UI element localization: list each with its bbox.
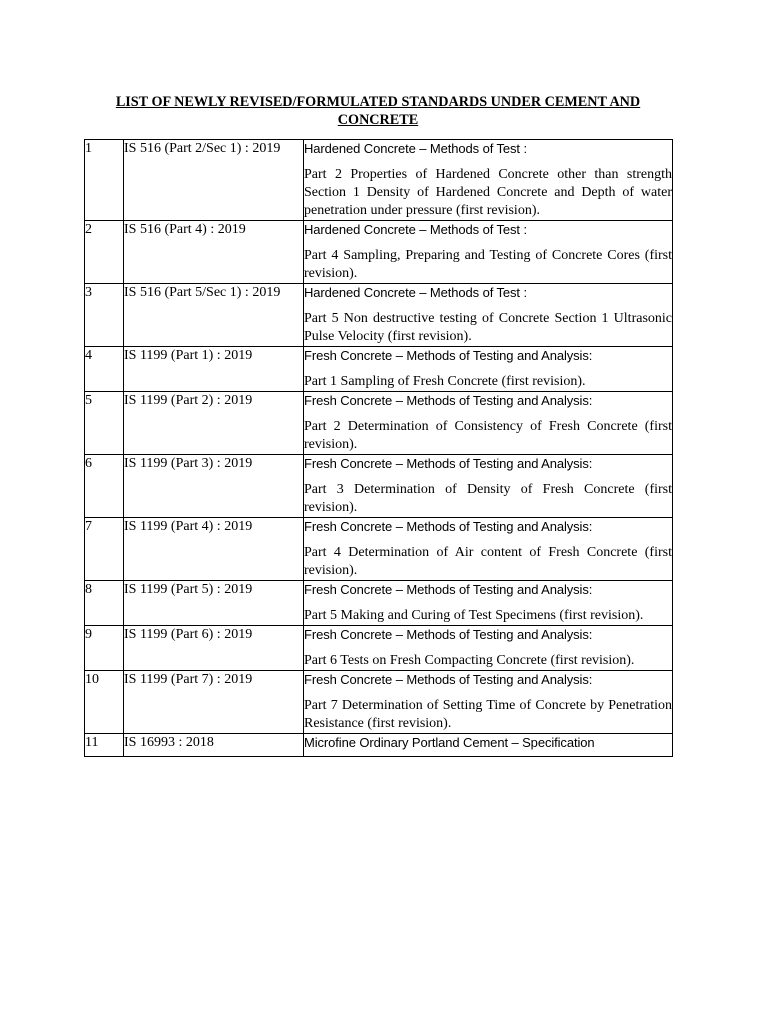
standard-number: IS 1199 (Part 2) : 2019 bbox=[124, 392, 304, 455]
standard-title bbox=[304, 734, 673, 757]
standard-part: Part 1 Sampling of Fresh Concrete (first revision). bbox=[304, 374, 586, 389]
standard-part: Part 4 Sampling, Preparing and Testing of Concrete Cores (first revision). bbox=[304, 248, 672, 281]
standard-number: IS 516 (Part 4) : 2019 bbox=[124, 221, 304, 284]
standard-title bbox=[304, 284, 673, 347]
standard-title bbox=[304, 581, 673, 626]
table-row bbox=[85, 518, 673, 581]
table-row bbox=[85, 734, 673, 757]
standard-part: Part 5 Non destructive testing of Concrete Section 1 Ultrasonic Pulse Velocity (first revision). bbox=[304, 311, 672, 344]
table-row bbox=[85, 671, 673, 734]
serial-number: 3 bbox=[85, 284, 124, 347]
serial-number: 8 bbox=[85, 581, 124, 626]
standard-title bbox=[304, 347, 673, 392]
table-row bbox=[85, 581, 673, 626]
standard-heading: Fresh Concrete – Methods of Testing and Analysis: bbox=[304, 627, 593, 642]
standard-part: Part 6 Tests on Fresh Compacting Concrete (first revision). bbox=[304, 653, 635, 668]
serial-number: 9 bbox=[85, 626, 124, 671]
serial-number: 6 bbox=[85, 455, 124, 518]
standard-part: Part 3 Determination of Density of Fresh Concrete (first revision). bbox=[304, 482, 672, 515]
standard-part: Part 7 Determination of Setting Time of Concrete by Penetration Resistance (first revision). bbox=[304, 698, 672, 731]
table-row bbox=[85, 140, 673, 221]
serial-number: 10 bbox=[85, 671, 124, 734]
standard-title bbox=[304, 221, 673, 284]
table-row bbox=[85, 347, 673, 392]
standard-heading: Hardened Concrete – Methods of Test : bbox=[304, 222, 527, 237]
table-row bbox=[85, 221, 673, 284]
standards-table bbox=[84, 139, 673, 757]
serial-number: 2 bbox=[85, 221, 124, 284]
document-title: LIST OF NEWLY REVISED/FORMULATED STANDARDS UNDER CEMENT AND CONCRETE bbox=[115, 94, 641, 128]
standard-heading: Fresh Concrete – Methods of Testing and Analysis: bbox=[304, 456, 593, 471]
serial-number: 1 bbox=[85, 140, 124, 221]
standard-number: IS 1199 (Part 5) : 2019 bbox=[124, 581, 304, 626]
standard-title bbox=[304, 671, 673, 734]
standard-heading: Fresh Concrete – Methods of Testing and Analysis: bbox=[304, 393, 593, 408]
standard-number: IS 1199 (Part 3) : 2019 bbox=[124, 455, 304, 518]
serial-number: 5 bbox=[85, 392, 124, 455]
serial-number: 11 bbox=[85, 734, 124, 757]
standard-title bbox=[304, 392, 673, 455]
standard-heading: Hardened Concrete – Methods of Test : bbox=[304, 285, 527, 300]
standard-number: IS 516 (Part 5/Sec 1) : 2019 bbox=[124, 284, 304, 347]
standard-title bbox=[304, 455, 673, 518]
standard-part: Part 2 Properties of Hardened Concrete other than strength Section 1 Density of Hardened Concrete and Depth of water penetration under pressure (first revision). bbox=[304, 167, 672, 218]
table-row bbox=[85, 455, 673, 518]
standard-title bbox=[304, 626, 673, 671]
standard-heading: Hardened Concrete – Methods of Test : bbox=[304, 141, 527, 156]
standard-heading: Fresh Concrete – Methods of Testing and Analysis: bbox=[304, 582, 593, 597]
standard-heading: Microfine Ordinary Portland Cement – Specification bbox=[304, 735, 595, 750]
standard-heading: Fresh Concrete – Methods of Testing and Analysis: bbox=[304, 348, 593, 363]
serial-number: 7 bbox=[85, 518, 124, 581]
standard-title bbox=[304, 518, 673, 581]
standard-title bbox=[304, 140, 673, 221]
serial-number: 4 bbox=[85, 347, 124, 392]
standard-number: IS 1199 (Part 1) : 2019 bbox=[124, 347, 304, 392]
standard-number: IS 1199 (Part 4) : 2019 bbox=[124, 518, 304, 581]
standard-number: IS 1199 (Part 6) : 2019 bbox=[124, 626, 304, 671]
standard-heading: Fresh Concrete – Methods of Testing and Analysis: bbox=[304, 519, 593, 534]
standard-number: IS 16993 : 2018 bbox=[124, 734, 304, 757]
standard-number: IS 516 (Part 2/Sec 1) : 2019 bbox=[124, 140, 304, 221]
standard-heading: Fresh Concrete – Methods of Testing and Analysis: bbox=[304, 672, 593, 687]
standard-number: IS 1199 (Part 7) : 2019 bbox=[124, 671, 304, 734]
standard-part: Part 5 Making and Curing of Test Specimens (first revision). bbox=[304, 608, 644, 623]
table-row bbox=[85, 284, 673, 347]
standard-part: Part 2 Determination of Consistency of Fresh Concrete (first revision). bbox=[304, 419, 672, 452]
table-row bbox=[85, 392, 673, 455]
standard-part: Part 4 Determination of Air content of Fresh Concrete (first revision). bbox=[304, 545, 672, 578]
table-row bbox=[85, 626, 673, 671]
